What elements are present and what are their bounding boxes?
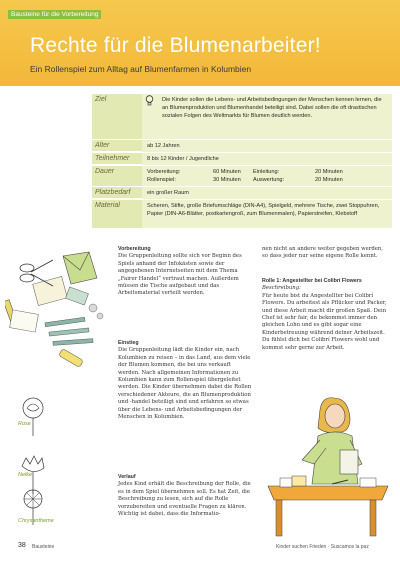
craft-materials-illustration [5, 250, 117, 380]
row-material [92, 200, 392, 228]
row-alter [92, 140, 392, 152]
page-number: 38 [18, 542, 26, 549]
rolle-text: Für heute bist du Angestellter bei Colibrí Flowers. Du arbeitest als Pflücker und Packer, und diese Arbeit macht dir großen Spaß. Dein Chef ist sehr fair, du bekommst immer den gleichen Lohn und es gibt sogar eine Kinderbetreuung während deiner Arbeitszeit. Du fühlst dich bei Colibrí Flowers wohl und kommst sehr gerne zur Arbeit. [262, 292, 387, 351]
dauer-key: Vorbereitung: [147, 169, 181, 175]
value-alter: ab 12 Jahren [142, 140, 392, 152]
vorbereitung-text: Die Gruppenleitung sollte sich vor Beginn des Spiels anhand der Infokästen sowie der angegebenen Internetseiten mit dem Thema „Fairer Handel“ vertraut machen. Außerdem müssen die Tische aufgebaut und das Arbeitsmaterial verteilt werden. [118, 253, 242, 297]
ziel-text: Die Kinder sollen die Lebens- und Arbeitsbedingungen der Menschen kennen lernen, die an Blumenproduktion und Blumenhandel beteiligt sind. Dabei sollen die oft drastischen sozialen Folgen des Weltmarkts für Blumen deutlich werden. [162, 97, 382, 119]
verlauf-section [118, 474, 254, 518]
row-ziel [92, 94, 392, 139]
einstieg-section [118, 340, 254, 421]
value-platzbedarf: ein großer Raum [142, 187, 392, 199]
label-ziel: Ziel [92, 94, 142, 139]
dauer-value: 20 Minuten [315, 169, 343, 175]
label-platzbedarf: Platzbedarf [92, 187, 142, 198]
einstieg-text: Die Gruppenleitung lädt die Kinder ein, nach Kolumbien zu reisen – in das Land, aus dem viele der Blumen kommen, die bei uns verkauft werden. Nach allgemeinen Informationen zu Kolumbien kann zum Rollenspiel übergeleitet werden. Die Kinder übernehmen dabei die Rollen verschiedener Akteure, die an Blumenproduktion und -handel beteiligt sind und erfahren so etwas über die Lebens- und Arbeitsbedingungen der Menschen in Kolumbien. [118, 347, 252, 421]
col2-intro: nen nicht an andere weiter gegeben werden, so dass jeder nur seine eigene Rolle kennt. [262, 246, 383, 260]
label-teilnehmer: Teilnehmer [92, 153, 142, 164]
verlauf-text: Jedes Kind erhält die Beschreibung der Rolle, die es in dem Spiel übernehmen soll. Es hat Zeit, die Beschreibung zu lesen, sich auf die Rolle vorzubereiten und eventuelle Fragen zu klären. Wichtig ist dabei, dass die Informatio- [118, 481, 251, 518]
row-teilnehmer [92, 153, 392, 165]
value-teilnehmer: 8 bis 12 Kinder / Jugendliche [142, 153, 392, 165]
row-dauer [92, 166, 392, 186]
girl-working-illustration [262, 388, 394, 538]
dauer-value: 60 Minuten [213, 169, 241, 175]
dauer-value: 30 Minuten [213, 177, 241, 183]
value-dauer [142, 166, 392, 186]
vorbereitung-section [118, 246, 254, 298]
dauer-key: Rollenspiel: [147, 177, 176, 183]
value-ziel [142, 94, 392, 139]
page-title: Rechte für die Blumenarbeiter! [30, 34, 321, 57]
label-material: Material [92, 200, 142, 228]
rolle-heading: Rolle 1: Angestellter bei Colibrí Flowers [262, 278, 362, 284]
rose-drawing [10, 394, 56, 436]
caption-chrysantheme: Chrysantheme [18, 518, 54, 524]
rolle-subheading: Beschreibung: [262, 285, 301, 292]
caption-nelke: Nelke [18, 472, 33, 478]
verlauf-heading: Verlauf [118, 474, 136, 480]
section-tag: Bausteine für die Vorbereitung [8, 10, 101, 19]
label-dauer: Dauer [92, 166, 142, 186]
dauer-key: Einleitung: [253, 169, 280, 175]
lightbulb-icon [145, 95, 154, 107]
einstieg-heading: Einstieg [118, 340, 139, 346]
rolle-section [262, 278, 390, 352]
row-platzbedarf [92, 187, 392, 199]
footer-section: Bausteine [32, 544, 55, 550]
dauer-value: 20 Minuten [315, 177, 343, 183]
dauer-key: Auswertung: [253, 177, 285, 183]
footer-right: Kinder suchen Frieden · Suscamos la paz [276, 544, 369, 550]
value-material: Scheren, Stifte, große Briefumschläge (DIN-A4), Spielgeld, mehrere Tische, zwei Stoppuhren, Papier (DIN-A6-Blätter, postkartengroß, zum Blumenmalen), Papierstreifen, Klebstoff [142, 200, 392, 228]
page-subtitle: Ein Rollenspiel zum Alltag auf Blumenfarmen in Kolumbien [30, 64, 252, 74]
vorbereitung-heading: Vorbereitung [118, 246, 151, 252]
label-alter: Alter [92, 140, 142, 151]
caption-rose: Rose [18, 421, 31, 427]
info-table [92, 94, 392, 228]
